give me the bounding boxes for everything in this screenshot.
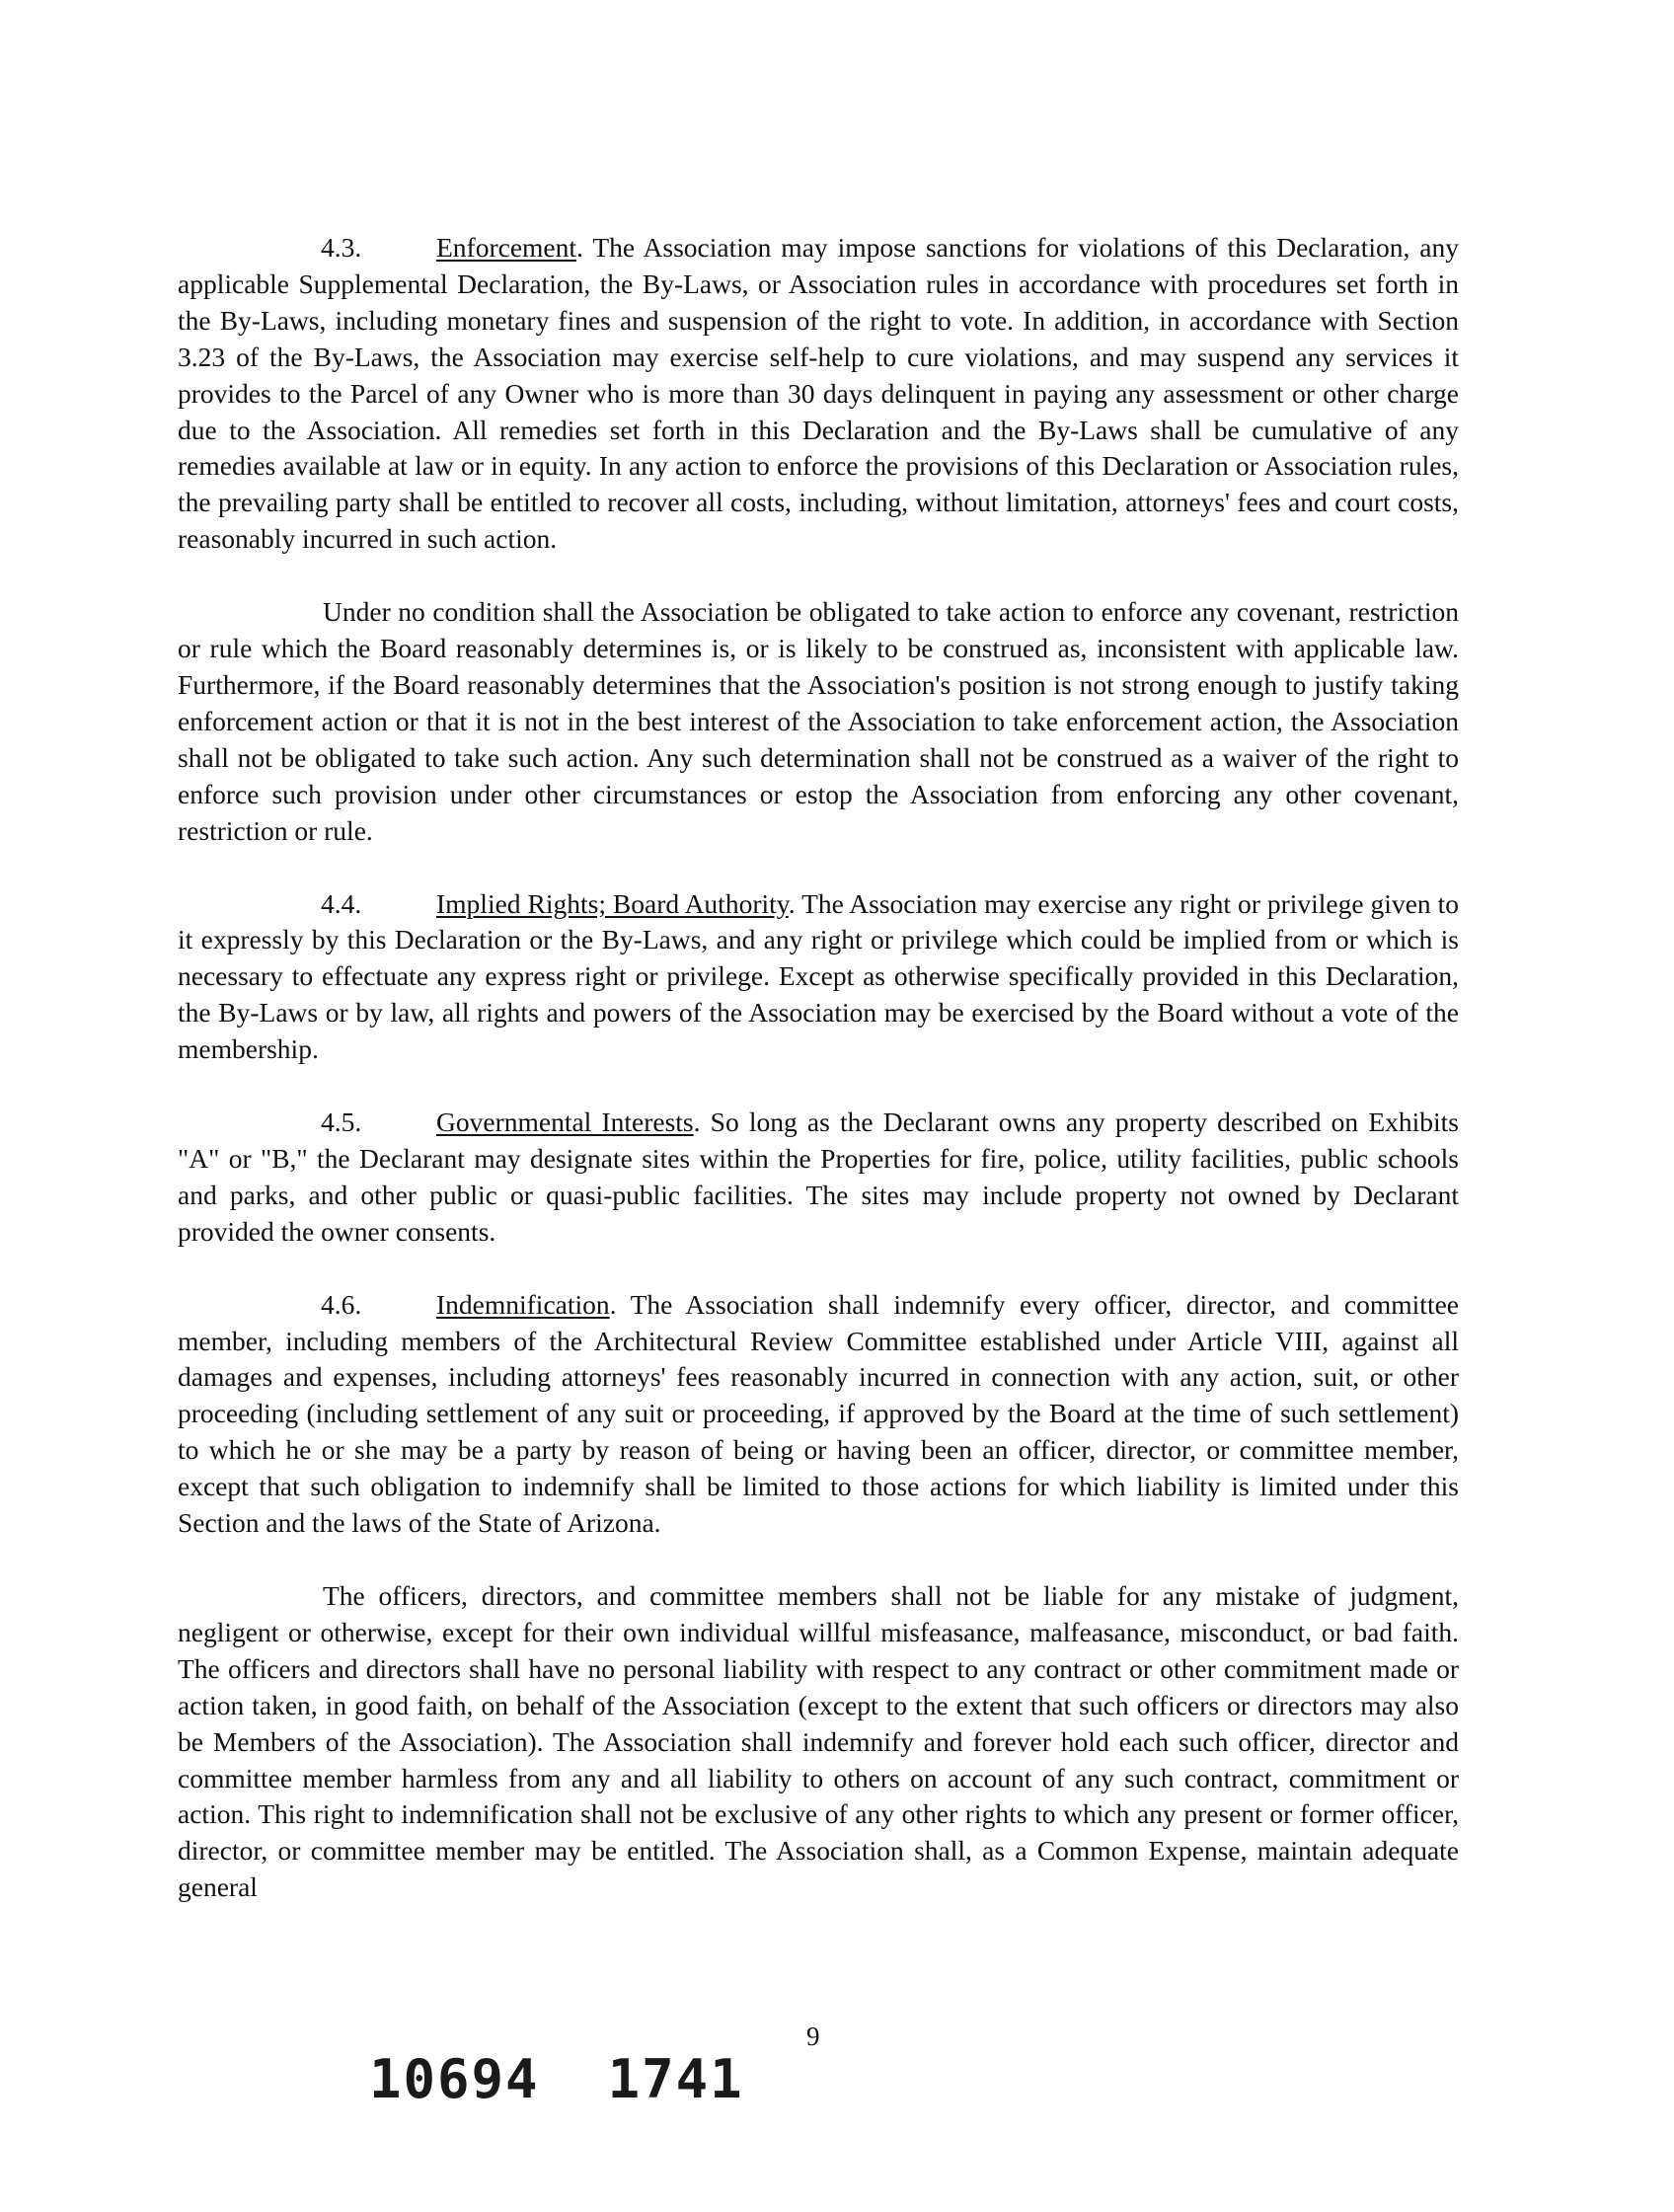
section-heading: Enforcement (436, 232, 577, 263)
document-body (178, 230, 1459, 1943)
section-4-5-paragraph: 4.5. Governmental Interests. So long as the Declarant owns any property described on Exhibits "A" or "B," the Declarant may designate sites within the Properties for fire, police, utility facilities, public schools and parks, and other public or quasi-public facilities. The sites may include property not owned by Declarant provided the owner consents. (178, 1106, 1459, 1247)
section-number: 4.6. (321, 1288, 362, 1320)
section-heading: Implied Rights; Board Authority (436, 887, 789, 919)
section-number: 4.4. (321, 887, 362, 919)
page-number: 9 (806, 2021, 820, 2051)
section-heading: Indemnification (436, 1288, 610, 1320)
section-text: The Association may exercise any right or privilege given to it expressly by this Declaration or the By-Laws, and any right or privilege which could be implied from or which is necessary to effectuate any express right or privilege. Except as otherwise specifically provided in this Declaration, the By-Laws or by law, all rights and powers of the Association may be exercised by the Board without a vote of the membership. (178, 887, 1460, 1065)
section-4-4-paragraph: 4.4. Implied Rights; Board Authority. The Association may exercise any right or privilege given to it expressly by this Declaration or the By-Laws, and any right or privilege which could be implied from or which is necessary to effectuate any express right or privilege. Except as otherwise specifically provided in this Declaration, the By-Laws or by law, all rights and powers of the Association may be exercised by the Board without a vote of the membership. (178, 887, 1460, 1065)
section-4-6-paragraph: 4.6. Indemnification. The Association shall indemnify every officer, director, and committee member, including members of the Architectural Review Committee established under Article VIII, against all damages and expenses, including attorneys' fees reasonably incurred in connection with any action, suit, or other proceeding (including settlement of any suit or proceeding, if approved by the Board at the time of such settlement) to which he or she may be a party by reason of being or having been an officer, director, or committee member, except that such obligation to indemnify shall be limited to those actions for which liability is limited under this Section and the laws of the State of Arizona. (178, 1288, 1459, 1539)
section-4-3-continuation: Under no condition shall the Association be obligated to take action to enforce any covenant, restriction or rule which the Board reasonably determines is, or is likely to be construed as, inconsistent with applicable law. Furthermore, if the Board reasonably determines that the Association's position is not strong enough to justify taking enforcement action or that it is not in the best interest of the Association to take enforcement action, the Association shall not be obligated to take such action. Any such determination shall not be construed as a waiver of the right to enforce such provision under other circumstances or estop the Association from enforcing any other covenant, restriction or rule. (178, 596, 1459, 846)
section-4-6-continuation: The officers, directors, and committee members shall not be liable for any mistake of judgment, negligent or otherwise, except for their own individual willful misfeasance, malfeasance, misconduct, or bad faith. The officers and directors shall have no personal liability with respect to any contract or other commitment made or action taken, in good faith, on behalf of the Association (except to the extent that such officers or directors may also be Members of the Association). The Association shall indemnify and forever hold each such officer, director and committee member harmless from any and all liability to others on account of any such contract, commitment or action. This right to indemnification shall not be exclusive of any other rights to which any present or former officer, director, or committee member may be entitled. The Association shall, as a Common Expense, maintain adequate general (178, 1580, 1459, 1903)
section-text: The Association shall indemnify every officer, director, and committee member, including members of the Architectural Review Committee established under Article VIII, against all damages and expenses, including attorneys' fees reasonably incurred in connection with any action, suit, or other proceeding (including settlement of any suit or proceeding, if approved by the Board at the time of such settlement) to which he or she may be a party by reason of being or having been an officer, director, or committee member, except that such obligation to indemnify shall be limited to those actions for which liability is limited under this Section and the laws of the State of Arizona. (178, 1288, 1459, 1539)
section-number: 4.3. (321, 232, 362, 263)
recording-stamp: 10694 1741 (369, 2048, 744, 2110)
section-text: So long as the Declarant owns any property described on Exhibits "A" or "B," the Declarant may designate sites within the Properties for fire, police, utility facilities, public schools and parks, and other public or quasi-public facilities. The sites may include property not owned by Declarant provided the owner consents. (178, 1106, 1459, 1247)
section-number: 4.5. (321, 1106, 362, 1138)
section-heading: Governmental Interests (436, 1106, 694, 1138)
section-text: The Association may impose sanctions for violations of this Declaration, any applicable Supplemental Declaration, the By-Laws, or Association rules in accordance with procedures set forth in the By-Laws, including monetary fines and suspension of the right to vote. In addition, in accordance with Section 3.23 of the By-Laws, the Association may exercise self-help to cure violations, and may suspend any services it provides to the Parcel of any Owner who is more than 30 days delinquent in paying any assessment or other charge due to the Association. All remedies set forth in this Declaration and the By-Laws shall be cumulative of any remedies available at law or in equity. In any action to enforce the provisions of this Declaration or Association rules, the prevailing party shall be entitled to recover all costs, including, without limitation, attorneys' fees and court costs, reasonably incurred in such action. (178, 232, 1459, 555)
section-4-3-paragraph: 4.3. Enforcement. The Association may impose sanctions for violations of this Declaration, any applicable Supplemental Declaration, the By-Laws, or Association rules in accordance with procedures set forth in the By-Laws, including monetary fines and suspension of the right to vote. In addition, in accordance with Section 3.23 of the By-Laws, the Association may exercise self-help to cure violations, and may suspend any services it provides to the Parcel of any Owner who is more than 30 days delinquent in paying any assessment or other charge due to the Association. All remedies set forth in this Declaration and the By-Laws shall be cumulative of any remedies available at law or in equity. In any action to enforce the provisions of this Declaration or Association rules, the prevailing party shall be entitled to recover all costs, including, without limitation, attorneys' fees and court costs, reasonably incurred in such action. (178, 232, 1459, 555)
